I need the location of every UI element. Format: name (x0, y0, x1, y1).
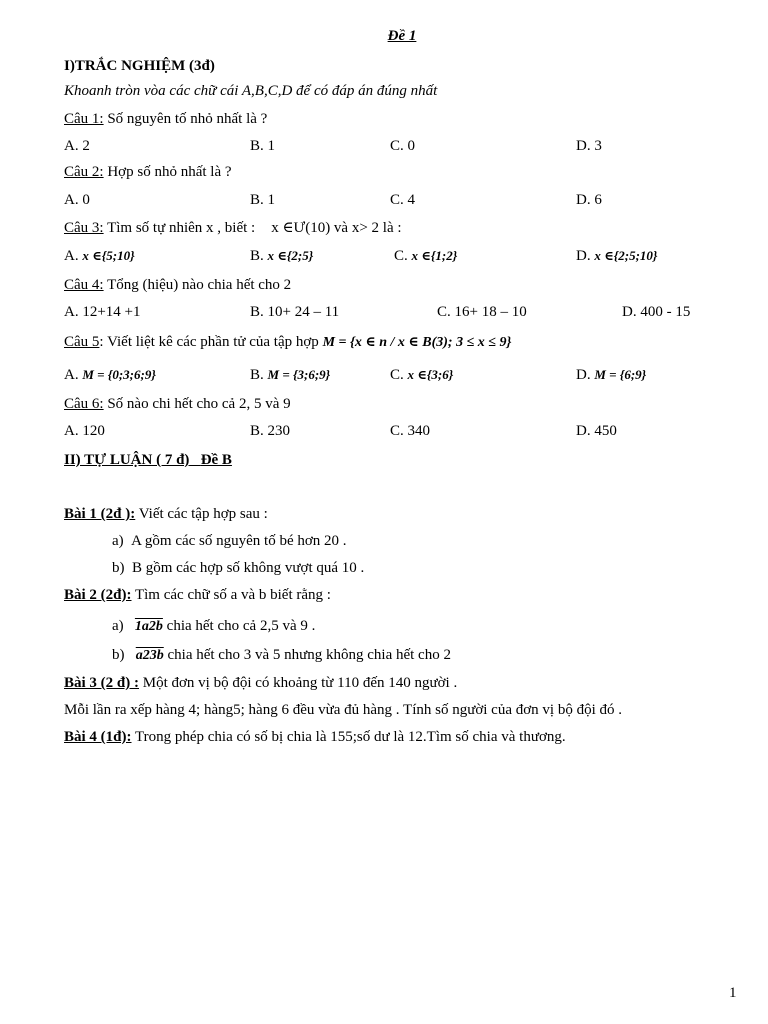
option-expr: x ∈{3;6} (407, 367, 454, 382)
option-letter: A. (64, 248, 79, 264)
item-text: B gồm các hợp số không vượt quá 10 . (132, 560, 365, 576)
option-1c[interactable]: C. 0 (390, 138, 416, 154)
item-text: A gồm các số nguyên tố bé hơn 20 . (131, 533, 347, 549)
question-5 (64, 333, 511, 352)
item-text: chia hết cho 3 và 5 nhưng không chia hết cho 2 (163, 647, 451, 663)
option-expr: M = {6;9} (594, 367, 647, 382)
bai-text: Tìm các chữ số a và b biết rằng : (131, 587, 331, 603)
item-mark: b) (112, 560, 125, 576)
bai-1-item-a (112, 532, 347, 550)
option-2d[interactable]: D. 6 (576, 192, 602, 208)
option-6c[interactable]: C. 340 (390, 423, 431, 439)
item-number: a23b (135, 648, 164, 663)
bai-label: Bài 1 (2đ ): (64, 506, 136, 522)
option-4a[interactable]: A. 12+14 +1 (64, 304, 141, 320)
question-text: Hợp số nhỏ nhất là ? (103, 164, 232, 180)
option-4c[interactable]: C. 16+ 18 – 10 (437, 304, 527, 320)
item-mark: b) (112, 647, 125, 663)
bai-3 (64, 674, 457, 692)
option-letter: B. (250, 248, 264, 264)
question-4 (64, 276, 291, 294)
option-4b[interactable]: B. 10+ 24 – 11 (250, 304, 340, 320)
bai-text: Trong phép chia có số bị chia là 155;số dư là 12.Tìm số chia và thương. (131, 729, 566, 745)
option-expr: x ∈{2;5} (267, 248, 314, 263)
option-2c[interactable]: C. 4 (390, 192, 416, 208)
option-letter: C. (390, 367, 404, 383)
bai-3-line2: Mỗi lần ra xếp hàng 4; hàng5; hàng 6 đều vừa đủ hàng . Tính số người của đơn vị bộ đội đó . (64, 702, 623, 718)
question-label: Câu 6: (64, 396, 104, 412)
option-letter: C. (394, 248, 408, 264)
question-3 (64, 219, 402, 237)
question-label: Câu 3: (64, 220, 104, 236)
question-6 (64, 395, 291, 413)
item-mark: a) (112, 618, 124, 634)
bai-2-item-b (112, 646, 451, 665)
option-1d[interactable]: D. 3 (576, 138, 602, 154)
option-expr: M = {0;3;6;9} (82, 367, 156, 382)
section2-variant: Đề B (200, 452, 232, 468)
bai-text: Viết các tập hợp sau : (135, 506, 268, 522)
option-1b[interactable]: B. 1 (250, 138, 276, 154)
option-3a[interactable] (64, 247, 135, 265)
option-5d[interactable] (576, 366, 646, 384)
option-expr: x ∈{1;2} (411, 248, 458, 263)
section1-instruction: Khoanh tròn vòa các chữ cái A,B,C,D để có đáp án đúng nhất (64, 83, 438, 99)
bai-text: Một đơn vị bộ đội có khoảng từ 110 đến 140 người . (139, 675, 458, 691)
option-1a[interactable]: A. 2 (64, 138, 90, 154)
section2-title: II) TỰ LUẬN ( 7 đ) (64, 452, 190, 468)
item-mark: a) (112, 533, 124, 549)
question-label: Câu 4: (64, 277, 104, 293)
bai-label: Bài 2 (2đ): (64, 587, 132, 603)
option-6d[interactable]: D. 450 (576, 423, 617, 439)
section1-heading: I)TRẮC NGHIỆM (3đ) (64, 58, 215, 74)
question-2 (64, 163, 232, 181)
option-letter: A. (64, 367, 79, 383)
bai-4 (64, 728, 566, 746)
option-letter: B. (250, 367, 264, 383)
option-3b[interactable] (250, 247, 313, 265)
option-expr: M = {3;6;9} (267, 367, 331, 382)
question-text: : Viết liệt kê các phần tử của tập hợp (99, 334, 319, 350)
item-text: chia hết cho cả 2,5 và 9 . (162, 618, 316, 634)
question-math: x ∈Ư(10) và x> 2 là : (271, 220, 402, 236)
option-expr: x ∈{2;5;10} (594, 248, 658, 263)
bai-1 (64, 505, 268, 523)
option-3c[interactable] (394, 247, 457, 265)
question-text: Tổng (hiệu) nào chia hết cho 2 (103, 277, 292, 293)
option-5a[interactable] (64, 366, 156, 384)
option-4d[interactable]: D. 400 - 15 (622, 304, 691, 320)
bai-label: Bài 4 (1đ): (64, 729, 132, 745)
option-3d[interactable] (576, 247, 657, 265)
bai-label: Bài 3 (2 đ) : (64, 675, 139, 691)
option-5c[interactable] (390, 366, 453, 384)
section2-heading (64, 451, 232, 469)
question-1 (64, 110, 267, 128)
question-label: Câu 5 (64, 334, 100, 350)
item-number: 1a2b (134, 619, 163, 634)
bai-1-item-b (112, 559, 364, 577)
question-text: Số nguyên tố nhỏ nhất là ? (103, 111, 268, 127)
option-2b[interactable]: B. 1 (250, 192, 276, 208)
option-5b[interactable] (250, 366, 330, 384)
question-label: Câu 2: (64, 164, 104, 180)
question-math: M = {x ∈ n / x ∈ B(3); 3 ≤ x ≤ 9} (322, 335, 512, 350)
option-6a[interactable]: A. 120 (64, 423, 105, 439)
question-text: Tìm số tự nhiên x , biết : (103, 220, 256, 236)
option-2a[interactable]: A. 0 (64, 192, 90, 208)
question-text: Số nào chi hết cho cả 2, 5 và 9 (103, 396, 291, 412)
bai-2 (64, 586, 331, 604)
option-6b[interactable]: B. 230 (250, 423, 291, 439)
page-number: 1 (729, 985, 737, 1001)
question-label: Câu 1: (64, 111, 104, 127)
page-title: Đề 1 (387, 28, 417, 44)
option-letter: D. (576, 367, 591, 383)
bai-2-item-a (112, 617, 315, 636)
option-expr: x ∈{5;10} (82, 248, 135, 263)
option-letter: D. (576, 248, 591, 264)
